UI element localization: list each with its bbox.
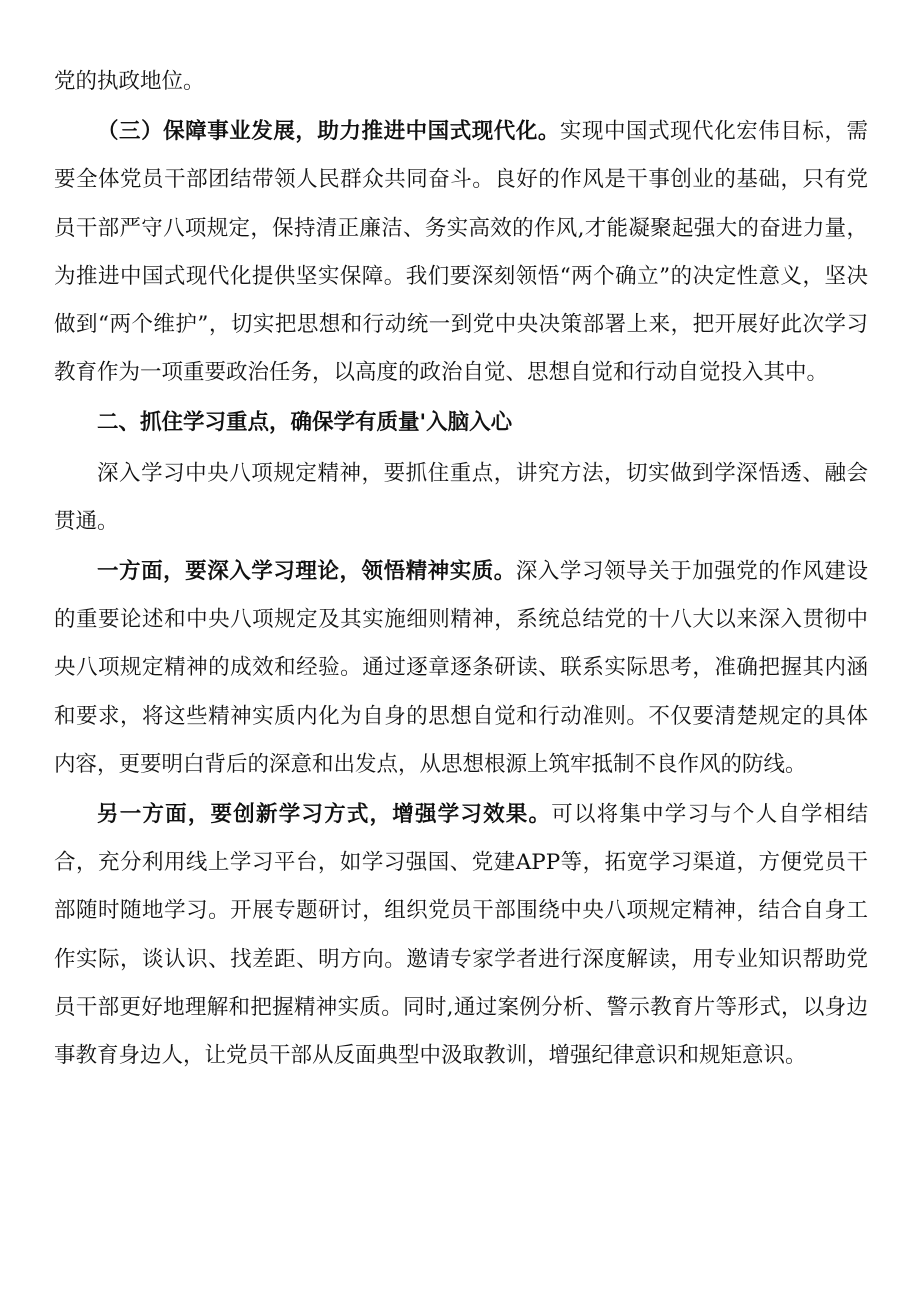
paragraph-lead: 另一方面，要创新学习方式，增强学习效果。 — [97, 802, 552, 828]
paragraph-text: 深入学习中央八项规定精神，要抓住重点，讲究方法，切实做到学深悟透、融会贯通。 — [54, 460, 868, 534]
paragraph-text: 深入学习领导关于加强党的作风建设的重要论述和中央八项规定及其实施细则精神，系统总结党的十八大以来深入贯彻中央八项规定精神的成效和经验。通过逐章逐条研读、联系实际思考，准确把握其内涵和要求，将这些精神实质内化为自身的思想自觉和行动准则。不仅要清楚规定的具体内容，更要明白背后的深意和出发点，从思想根源上筑牢抵制不良作风的防线。 — [54, 559, 868, 777]
section-heading-text: 二、抓住学习重点，确保学有质量'入脑入心 — [97, 410, 513, 436]
paragraph-text: 可以将集中学习与个人自学相结合，充分利用线上学习平台，如学习强国、党建APP等，拓宽学习渠道，方便党员干部随时随地学习。开展专题研讨，组织党员干部围绕中央八项规定精神，结合自身工作实际，谈认识、找差距、明方向。邀请专家学者进行深度解读，用专业知识帮助党员干部更好地理解和把握精神实质。同时,通过案例分析、警示教育片等形式，以身边事教育身边人，让党员干部从反面典型中汲取教训，增强纪律意识和规矩意识。 — [54, 802, 868, 1069]
document-body — [54, 58, 868, 1080]
paragraph-one-aspect — [54, 548, 868, 789]
paragraph-other-aspect — [54, 791, 868, 1080]
paragraph-subsection-three — [54, 108, 868, 397]
section-heading — [54, 399, 868, 447]
paragraph-intro — [54, 450, 868, 546]
paragraph-lead: 一方面，要深入学习理论，领悟精神实质。 — [97, 559, 516, 585]
paragraph-text: 党的执政地位。 — [54, 69, 205, 94]
subsection-heading: （三）保障事业发展，助力推进中国式现代化。 — [97, 119, 560, 145]
paragraph-text: 实现中国式现代化宏伟目标，需要全体党员干部团结带领人民群众共同奋斗。良好的作风是干事创业的基础，只有党员干部严守八项规定，保持清正廉洁、务实高效的作风,才能凝聚起强大的奋进力量，为推进中国式现代化提供坚实保障。我们要深刻领悟“两个确立”的决定性意义，坚决做到“两个维护”，切实把思想和行动统一到党中央决策部署上来，把开展好此次学习教育作为一项重要政治任务，以高度的政治自觉、思想自觉和行动自觉投入其中。 — [54, 119, 868, 386]
paragraph-continuation — [54, 58, 868, 106]
